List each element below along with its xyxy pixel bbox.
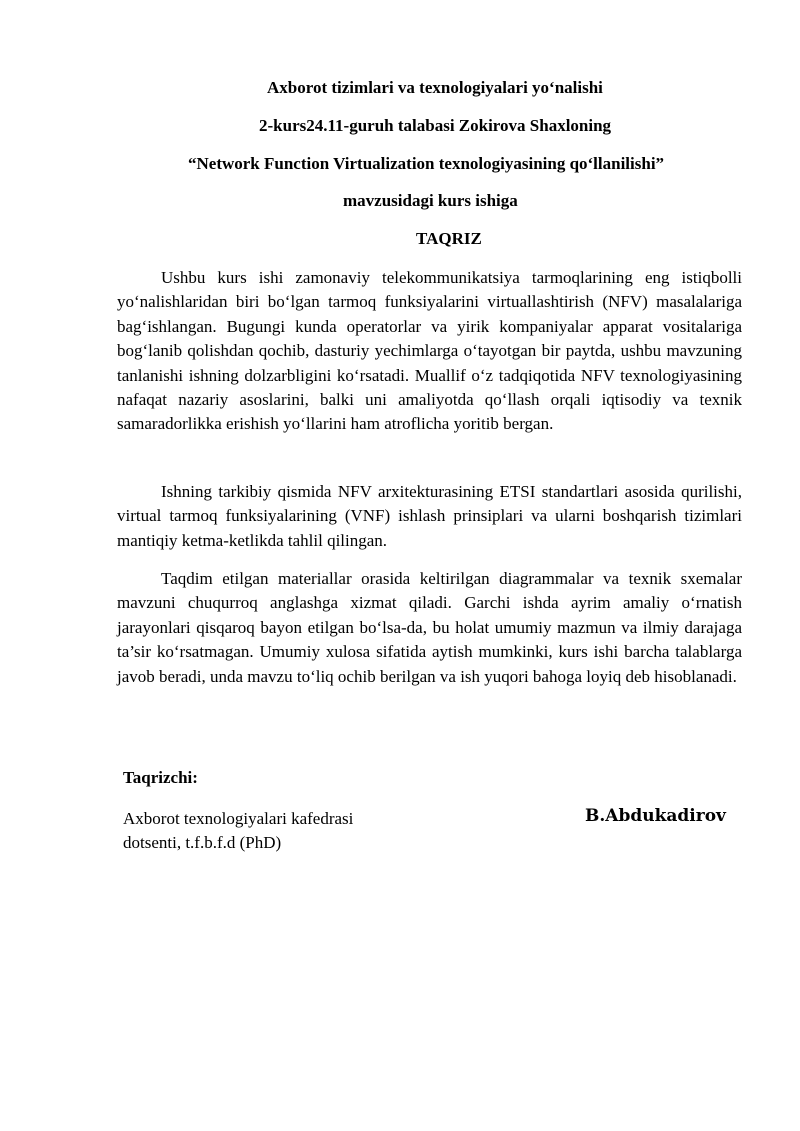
reviewer-position-line1: Axborot texnologiyalari kafedrasi bbox=[123, 809, 354, 828]
paragraph-3: Taqdim etilgan materiallar orasida keltirilgan diagrammalar va texnik sxemalar mavzuni chuqurroq anglashga xizmat qiladi. Garchi ishda ayrim amaliy o‘rnatish jarayonlari qisqaroq bayon etilgan bo‘lsa-da, bu holat umumiy mazmun va ilmiy darajaga ta’sir ko‘rsatmagan. Umumiy xulosa sifatida aytish mumkinki, kurs ishi barcha talablarga javob beradi, unda mavzu to‘liq ochib berilgan va ish yuqori bahoga loyiq deb hisoblanadi. bbox=[117, 569, 742, 686]
header-direction: Axborot tizimlari va texnologiyalari yo‘nalishi bbox=[267, 78, 603, 97]
paragraph-1: Ushbu kurs ishi zamonaviy telekommunikatsiya tarmoqlarining eng istiqbolli yo‘nalishlaridan biri bo‘lgan tarmoq funksiyalarini virtuallashtirish (NFV) masalalariga bag‘ishlangan. Bugungi kunda operatorlar va yirik kompaniyalar apparat vositalariga bog‘lanib qolishdan qochib, dasturiy yechimlarga o‘tayotgan bir paytda, ushbu mavzuning tanlanishi ishning dolzarbligini ko‘rsatadi. Muallif o‘z tadqiqotida NFV texnologiyasining nafaqat nazariy asoslarini, balki uni amaliyotda qo‘llash orqali iqtisodiy va texnik samaradorlikka erishish yo‘llarini ham atroflicha yoritib bergan. bbox=[117, 268, 742, 434]
reviewer-name: B.Abdukadirov bbox=[585, 806, 726, 826]
reviewer-label: Taqrizchi: bbox=[123, 768, 198, 787]
header-student: 2-kurs24.11-guruh talabasi Zokirova Shaxloning bbox=[259, 116, 612, 135]
paragraph-2: Ishning tarkibiy qismida NFV arxitekturasining ETSI standartlari asosida qurilishi, virtual tarmoq funksiyalarining (VNF) ishlash prinsiplari va ularni boshqarish tizimlari mantiqiy ketma-ketlikda tahlil qilingan. bbox=[117, 482, 742, 550]
document-title: TAQRIZ bbox=[416, 229, 482, 248]
header-subject: mavzusidagi kurs ishiga bbox=[343, 191, 518, 210]
header-topic: “Network Function Virtualization texnologiyasining qo‘llanilishi” bbox=[188, 154, 665, 173]
reviewer-position bbox=[123, 807, 423, 855]
reviewer-position-line2: dotsenti, t.f.b.f.d (PhD) bbox=[123, 833, 282, 852]
